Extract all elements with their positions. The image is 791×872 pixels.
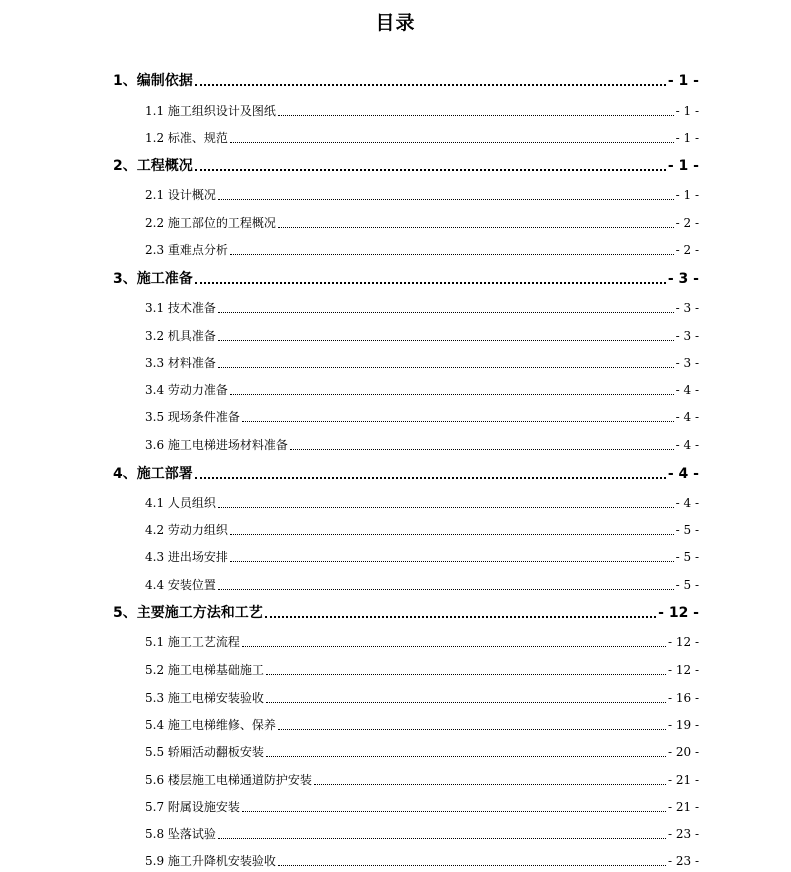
- toc-entry-title: 5.7 附属设施安装: [145, 800, 240, 814]
- toc-entry-title: 5.8 坠落试验: [145, 827, 216, 841]
- toc-dot-leader: [242, 811, 666, 812]
- toc-entry-title: 3.3 材料准备: [145, 356, 216, 370]
- toc-page-number: - 21 -: [667, 800, 699, 814]
- toc-page-number: - 4 -: [675, 438, 699, 452]
- toc-section-entry[interactable]: [145, 633, 699, 651]
- toc-page-number: - 12 -: [658, 605, 699, 621]
- toc-entry-title: 4.3 进出场安排: [145, 550, 228, 564]
- toc-entry-title: 3.6 施工电梯进场材料准备: [145, 438, 288, 452]
- toc-section-entry[interactable]: [145, 576, 699, 594]
- toc-page-number: - 3 -: [667, 271, 699, 287]
- toc-entry-title: 2.3 重难点分析: [145, 243, 228, 257]
- toc-dot-leader: [266, 756, 666, 757]
- toc-section-entry[interactable]: [145, 661, 699, 679]
- toc-entry-title: 5.9 施工升降机安装验收: [145, 854, 276, 868]
- toc-entry-title: 4.1 人员组织: [145, 496, 216, 510]
- toc-dot-leader: [218, 589, 674, 590]
- toc-section-entry[interactable]: [145, 771, 699, 789]
- toc-chapter-entry[interactable]: [113, 604, 699, 622]
- toc-section-entry[interactable]: [145, 743, 699, 761]
- toc-chapter-entry[interactable]: [113, 465, 699, 483]
- toc-page-number: - 12 -: [667, 635, 699, 649]
- toc-entry-title: 5.3 施工电梯安装验收: [145, 691, 264, 705]
- toc-dot-leader: [195, 84, 666, 86]
- toc-section-entry[interactable]: [145, 852, 699, 870]
- toc-section-entry[interactable]: [145, 548, 699, 566]
- toc-entry-title: 3.4 劳动力准备: [145, 383, 228, 397]
- toc-section-entry[interactable]: [145, 825, 699, 843]
- toc-page-number: - 4 -: [675, 410, 699, 424]
- toc-page-number: - 1 -: [675, 131, 699, 145]
- toc-page-number: - 21 -: [667, 773, 699, 787]
- toc-entry-title: 5.5 轿厢活动翻板安装: [145, 745, 264, 759]
- toc-dot-leader: [230, 561, 674, 562]
- toc-dot-leader: [242, 421, 674, 422]
- toc-entry-title: 2.2 施工部位的工程概况: [145, 216, 276, 230]
- toc-entry-title: 5.2 施工电梯基础施工: [145, 663, 264, 677]
- toc-section-entry[interactable]: [145, 798, 699, 816]
- toc-dot-leader: [266, 674, 666, 675]
- toc-dot-leader: [195, 282, 666, 284]
- toc-page-number: - 1 -: [675, 104, 699, 118]
- toc-section-entry[interactable]: [145, 214, 699, 232]
- toc-page-number: - 16 -: [667, 691, 699, 705]
- toc-dot-leader: [265, 616, 656, 618]
- toc-entry-title: 5.6 楼层施工电梯通道防护安装: [145, 773, 312, 787]
- toc-entry-title: 5.4 施工电梯维修、保养: [145, 718, 276, 732]
- toc-page-number: - 2 -: [675, 243, 699, 257]
- toc-section-entry[interactable]: [145, 521, 699, 539]
- toc-entry-title: 1.2 标准、规范: [145, 131, 228, 145]
- page-title: 目录: [375, 12, 416, 34]
- toc-section-entry[interactable]: [145, 381, 699, 399]
- toc-entry-title: 4.4 安装位置: [145, 578, 216, 592]
- toc-dot-leader: [218, 199, 674, 200]
- toc-dot-leader: [230, 254, 674, 255]
- toc-page-number: - 3 -: [675, 301, 699, 315]
- toc-entry-title: 4.2 劳动力组织: [145, 523, 228, 537]
- toc-page-number: - 5 -: [675, 578, 699, 592]
- toc-dot-leader: [278, 115, 674, 116]
- toc-page-number: - 1 -: [667, 158, 699, 174]
- toc-page-number: - 3 -: [675, 329, 699, 343]
- toc-entry-title: 1.1 施工组织设计及图纸: [145, 104, 276, 118]
- toc-page-number: - 5 -: [675, 550, 699, 564]
- toc-page-number: - 4 -: [667, 466, 699, 482]
- toc-section-entry[interactable]: [145, 241, 699, 259]
- toc-dot-leader: [218, 312, 674, 313]
- toc-page-number: - 5 -: [675, 523, 699, 537]
- toc-dot-leader: [230, 394, 674, 395]
- toc-section-entry[interactable]: [145, 129, 699, 147]
- toc-entry-title: 2.1 设计概况: [145, 188, 216, 202]
- toc-section-entry[interactable]: [145, 186, 699, 204]
- toc-entry-title: 1、编制依据: [113, 73, 193, 89]
- toc-page-number: - 23 -: [667, 854, 699, 868]
- toc-dot-leader: [195, 169, 666, 171]
- toc-page-number: - 20 -: [667, 745, 699, 759]
- toc-dot-leader: [218, 507, 674, 508]
- toc-entry-title: 3、施工准备: [113, 271, 193, 287]
- toc-entry-title: 3.1 技术准备: [145, 301, 216, 315]
- toc-page-number: - 2 -: [675, 216, 699, 230]
- toc-entry-title: 3.2 机具准备: [145, 329, 216, 343]
- toc-dot-leader: [266, 702, 666, 703]
- toc-section-entry[interactable]: [145, 327, 699, 345]
- toc-page-number: - 4 -: [675, 383, 699, 397]
- toc-page-number: - 4 -: [675, 496, 699, 510]
- toc-section-entry[interactable]: [145, 716, 699, 734]
- toc-entry-title: 5.1 施工工艺流程: [145, 635, 240, 649]
- toc-page-number: - 1 -: [667, 73, 699, 89]
- toc-page-number: - 12 -: [667, 663, 699, 677]
- toc-page-number: - 19 -: [667, 718, 699, 732]
- toc-dot-leader: [218, 340, 674, 341]
- toc-entry-title: 2、工程概况: [113, 158, 193, 174]
- toc-dot-leader: [218, 838, 666, 839]
- toc-entry-title: 4、施工部署: [113, 466, 193, 482]
- toc-section-entry[interactable]: [145, 436, 699, 454]
- toc-section-entry[interactable]: [145, 102, 699, 120]
- toc-section-entry[interactable]: [145, 299, 699, 317]
- toc-dot-leader: [290, 449, 674, 450]
- toc-dot-leader: [230, 534, 674, 535]
- toc-dot-leader: [242, 646, 666, 647]
- toc-dot-leader: [230, 142, 674, 143]
- toc-dot-leader: [278, 729, 666, 730]
- toc-chapter-entry[interactable]: [113, 270, 699, 288]
- toc-chapter-entry[interactable]: [113, 72, 699, 90]
- toc-dot-leader: [195, 477, 666, 479]
- toc-page-number: - 1 -: [675, 188, 699, 202]
- toc-section-entry[interactable]: [145, 689, 699, 707]
- toc-entry-title: 5、主要施工方法和工艺: [113, 605, 263, 621]
- toc-dot-leader: [314, 784, 666, 785]
- toc-dot-leader: [278, 865, 666, 866]
- toc-page-number: - 23 -: [667, 827, 699, 841]
- toc-section-entry[interactable]: [145, 494, 699, 512]
- toc-page-number: - 3 -: [675, 356, 699, 370]
- toc-section-entry[interactable]: [145, 408, 699, 426]
- toc-entry-title: 3.5 现场条件准备: [145, 410, 240, 424]
- toc-dot-leader: [218, 367, 674, 368]
- toc-dot-leader: [278, 227, 674, 228]
- toc-section-entry[interactable]: [145, 354, 699, 372]
- toc-chapter-entry[interactable]: [113, 157, 699, 175]
